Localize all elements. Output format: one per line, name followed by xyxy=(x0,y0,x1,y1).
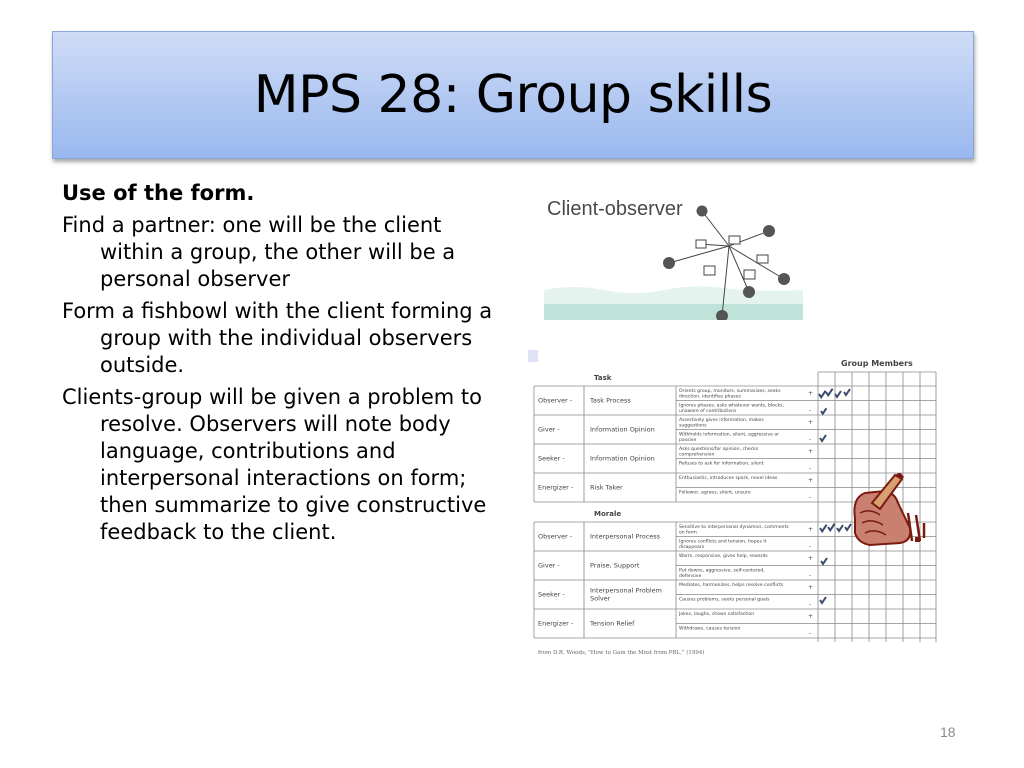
plus-description: Orients group, monitors, summarizes, seeks xyxy=(679,389,781,394)
writing-hand-icon xyxy=(850,473,930,548)
role-label: Energizer - xyxy=(538,619,574,628)
slide-title: MPS 28: Group skills xyxy=(253,65,773,125)
behavior-label: Task Process xyxy=(590,396,631,405)
paragraph-problem: Clients-group will be given a problem to resolve. Observers will note body language, contributions and interpersonal interactions on form; then summarize to give constructive feedback to the client. xyxy=(62,385,487,544)
check-mark xyxy=(826,389,833,396)
behavior-label: Tension Relief xyxy=(590,619,635,628)
plus-sign: + xyxy=(808,419,814,426)
behavior-label: Interpersonal Process xyxy=(590,532,661,541)
minus-description: disappears xyxy=(679,545,705,550)
title-bar xyxy=(52,31,974,159)
behavior-label: Solver xyxy=(590,594,611,603)
diagram-label: Client-observer xyxy=(547,198,683,220)
minus-sign: - xyxy=(809,494,812,501)
paragraph-fishbowl: Form a fishbowl with the client forming a group with the individual observers outside. xyxy=(62,299,493,377)
behavior-label: Risk Taker xyxy=(590,483,623,492)
behavior-label: Praise, Support xyxy=(590,561,640,570)
check-mark xyxy=(835,391,841,397)
minus-sign: - xyxy=(809,601,812,608)
check-mark xyxy=(844,389,850,395)
plus-sign: + xyxy=(808,555,814,562)
form-text xyxy=(538,374,813,637)
check-mark xyxy=(820,435,826,441)
behavior-label: Information Opinion xyxy=(590,454,655,463)
check-mark xyxy=(820,525,827,532)
minus-description: Withholds information, silent, aggressive or xyxy=(679,432,780,438)
minus-description: unaware of contributions xyxy=(679,409,737,414)
check-mark xyxy=(821,558,827,564)
plus-description: Enthusiastic, introduces spark, novel ideas xyxy=(679,476,778,481)
check-mark xyxy=(819,391,826,398)
plus-sign: + xyxy=(808,613,814,620)
role-label: Observer - xyxy=(538,396,573,405)
minus-description: Withdraws, causes tension xyxy=(679,626,741,632)
minus-description: defensive xyxy=(679,574,702,579)
minus-description: Causes problems, seeks personal goals xyxy=(679,597,770,603)
plus-sign: + xyxy=(808,584,814,591)
water-band xyxy=(544,304,803,320)
plus-description: Asks questions/for opinion, checks xyxy=(679,447,759,452)
role-label: Observer - xyxy=(538,532,573,541)
plus-sign: + xyxy=(808,390,814,397)
minus-description: Ignores phases, asks whatever wants, blocks, xyxy=(679,403,785,409)
plus-description: direction, identifies phases xyxy=(679,394,741,400)
behavior-label: Interpersonal Problem xyxy=(590,586,662,595)
minus-description: Ignores conflicts and tension, hopes it xyxy=(679,539,767,545)
check-mark xyxy=(820,597,826,603)
minus-sign: - xyxy=(809,630,812,637)
client-observer-diagram xyxy=(544,186,803,320)
behavior-label: Information Opinion xyxy=(590,425,655,434)
plus-description: comprehension xyxy=(679,452,715,458)
minus-sign: - xyxy=(809,436,812,443)
plus-sign: + xyxy=(808,526,814,533)
plus-description: suggestions xyxy=(679,423,707,429)
minus-description: Refuses to ask for information, silent xyxy=(679,461,764,467)
check-mark xyxy=(821,408,826,413)
minus-sign: - xyxy=(809,572,812,579)
plus-description: Sensitive to interpersonal dynamics, comments xyxy=(679,525,789,530)
minus-sign: - xyxy=(809,543,812,550)
paragraph-heading: Use of the form. xyxy=(62,181,255,205)
diagram-squares xyxy=(696,236,768,279)
body-text xyxy=(62,180,502,551)
role-label: Seeker - xyxy=(538,590,565,599)
section-label: Morale xyxy=(594,510,622,518)
check-mark xyxy=(837,525,843,531)
minus-description: Follower, agrees, silent, unsure xyxy=(679,490,751,496)
role-label: Giver - xyxy=(538,561,560,570)
section-label: Task xyxy=(594,374,612,382)
role-label: Energizer - xyxy=(538,483,574,492)
plus-description: Jokes, laughs, shows satisfaction xyxy=(679,612,755,617)
form-header: Group Members xyxy=(841,359,913,368)
plus-description: Assertively gives information, makes xyxy=(679,418,764,423)
check-mark xyxy=(828,524,835,531)
plus-sign: + xyxy=(808,477,814,484)
role-label: Giver - xyxy=(538,425,560,434)
paragraph-partner: Find a partner: one will be the client within a group, the other will be a personal observer xyxy=(62,213,456,291)
minus-description: passive xyxy=(679,438,697,443)
page-number: 18 xyxy=(940,724,956,740)
role-label: Seeker - xyxy=(538,454,565,463)
minus-sign: - xyxy=(809,407,812,414)
plus-description: on form xyxy=(679,530,697,536)
plus-sign: + xyxy=(808,448,814,455)
form-citation: from D.R. Woods, "How to Gain the Most from PBL," (1994) xyxy=(538,650,705,656)
plus-description: Warm, responsive, gives help, rewards xyxy=(679,554,768,559)
plus-description: Mediates, harmonizes, helps resolve conflicts xyxy=(679,583,784,588)
minus-sign: - xyxy=(809,465,812,472)
minus-description: Put downs, aggressive, self-centered, xyxy=(679,568,765,574)
